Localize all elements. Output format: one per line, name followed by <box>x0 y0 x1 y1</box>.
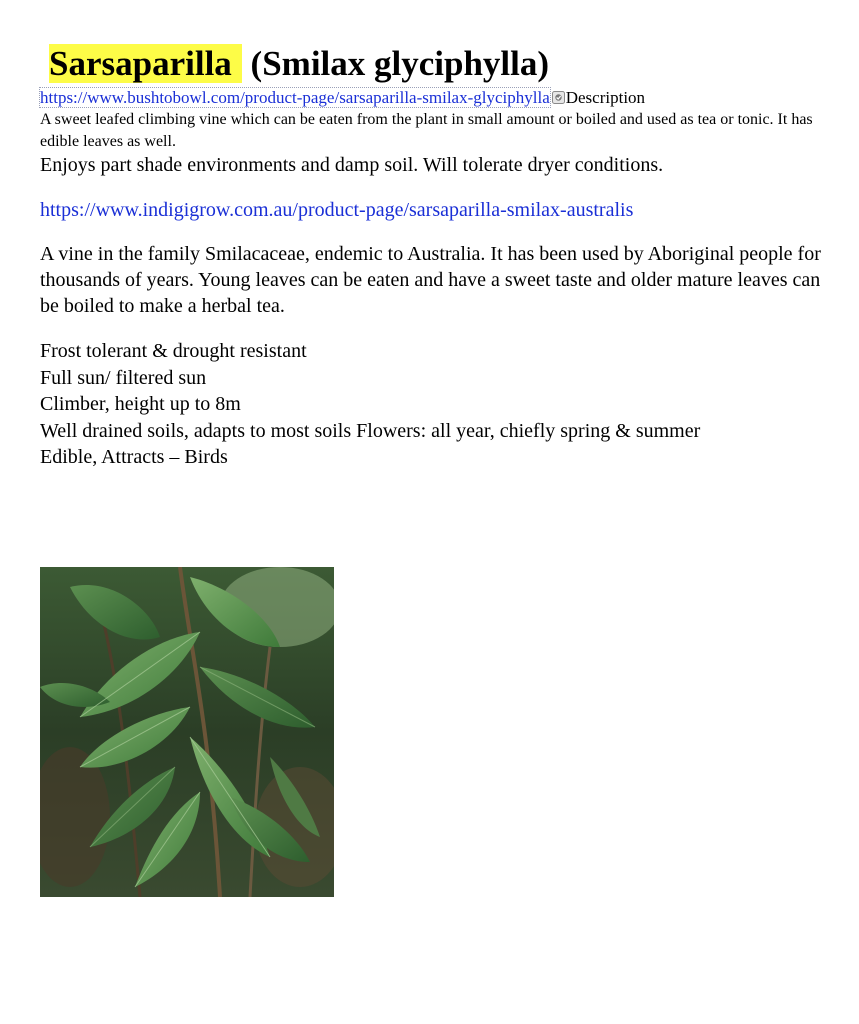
description-label: Description <box>565 88 646 107</box>
characteristic-item: Edible, Attracts – Birds <box>40 446 228 468</box>
characteristic-item: Climber, height up to 8m <box>40 393 241 415</box>
page-title <box>49 40 549 88</box>
characteristics-list <box>40 338 700 471</box>
growing-note: Enjoys part shade environments and damp soil. Will tolerate dryer conditions. <box>40 154 664 176</box>
title-highlight: Sarsaparilla <box>49 44 242 83</box>
source-line-1 <box>40 88 645 108</box>
sarsaparilla-plant-photo <box>40 567 334 897</box>
bushtobowl-link[interactable]: https://www.bushtobowl.com/product-page/sarsaparilla-smilax-glyciphylla <box>40 88 550 107</box>
indigigrow-description: A vine in the family Smilacaceae, endemic to Australia. It has been used by Aboriginal people for thousands of years. Young leaves can be eaten and have a sweet taste and older mature leaves can be boiled to make a herbal tea. <box>40 243 821 317</box>
indigigrow-link[interactable]: https://www.indigigrow.com.au/product-page/sarsaparilla-smilax-australis <box>40 199 634 221</box>
characteristic-item: Frost tolerant & drought resistant <box>40 340 307 362</box>
scientific-name: (Smilax glyciphylla) <box>250 44 550 83</box>
characteristic-item: Well drained soils, adapts to most soils Flowers: all year, chiefly spring & summer <box>40 419 701 442</box>
indigigrow-link-paragraph <box>40 197 840 223</box>
embedded-object-icon[interactable] <box>552 89 565 102</box>
bushtobowl-description: A sweet leafed climbing vine which can be eaten from the plant in small amount or boiled and used as tea or tonic. It has edible leaves as well. <box>40 111 813 150</box>
characteristic-item: Full sun/ filtered sun <box>40 366 207 389</box>
